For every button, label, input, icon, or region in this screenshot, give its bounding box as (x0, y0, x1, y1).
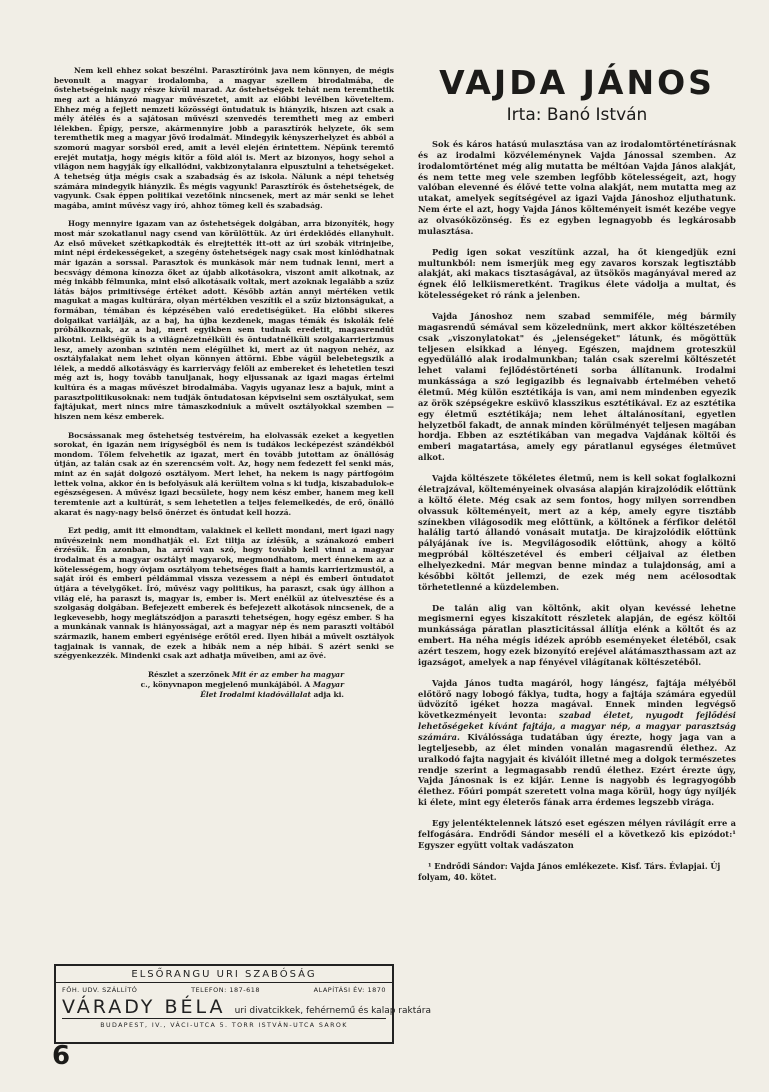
article-byline: Irta: Banó István (506, 105, 648, 125)
ad-headline: ELSŐRANGU URI SZABÓSÁG (56, 966, 392, 983)
right-paragraph-2: Pedig igen sokat veszítünk azzal, ha őt kiengedjük ezni multunkból: nem ismerjük meg egy zavaros korszak legtisztább alakját, aki makacs tisztaságával, az ütsökös magányával mered az égnek élő lelkiismeretként. Tragikus élete vádolja a multat, és kötelességeket ró ránk a jelenben. (418, 246, 736, 301)
left-paragraph-4: Ezt pedig, amit itt elmondtam, valakinek el kellett mondani, mert igazi nagy művészeink nem mondhatják el. Ezt tiltja az ízlésük, a szánakozó emberi érzésük. Én azonban, ha arról van szó, hogy tovább kell vinni a magyar irodalmat és a magyar osztályt magyarok, megmondhatom, mert énnekem az a kötelességem, hogy óvjam osztályom tehetséges fiait a hamis karrierizmustól, a saját írói és emberi példámmal vissza vezessem a népi és emberi öntudatot útjára a tévelygőket. Író, művész vagy politikus, ha paraszt, csak úgy állhon a világ elé, ha paraszt is, magyar is, ember is. Mert enélkül az útelvesztése és a szolgaság dolgában. Befejezett emberek és befejezett alkotások nincsenek, de a legkevesebb, hogy meglátszódjon a paraszti tehetségen, hogy egész ember. S ha a munkának vannak is hiányosságai, azt a magyar nép és nem paraszti voltából származik, hanem emberi egyénisége erőtől ered. Ilyen hibái a művelt osztályok tagjainak is vannak, de ezek a hibák nem a nép hibái. S azért senki se szégyenkezzék. Mindenki csak azt adhatja műveiben, ami az övé. (54, 526, 394, 661)
note-suffix: adja ki. (313, 689, 344, 699)
note-prefix: Részlet a szerzőnek (148, 669, 230, 679)
ad-info-row (56, 983, 392, 994)
note-book-title: Mit ér az ember ha magyar (231, 669, 344, 679)
page-number: 6 (52, 1041, 71, 1071)
right-paragraph-5: De talán alig van költőnk, akit olyan kevéssé lehetne megismerni egyes kiszakított részletek alapján, de egész költői munkássága páratlan plaszticitással állítja elénk a költőt és az embert. Ha néha mégis idézek apróbb eseményeket életéből, csak azért teszem, hogy ezek bizonyító erejével alátámaszthassam azt az igazságot, amelyek a nap fényével világítanak költészetéből. (418, 602, 736, 667)
note-line-2: c., könyvnapon megjelenő munkájából. A (140, 679, 311, 689)
left-paragraph-3: Bocsássanak meg őstehetség testvéreim, ha elolvassák ezeket a kegyetlen sorokat, én igazán nem irígységből és nem is tudákos lecképezést szándékból mondom. Tőlem felvehetik az igazat, mert én tovább jutottam az önállóság útján, az talán csak az én szerencsém volt. Az, hogy nem fedezett fel senki más, mint az én saját dolgozó osztályom. Mert lehet, ha nekem is nagy pártfogóim lettek volna, akkor én is befolyásuk alá kerültem volna s ki tudja, kiszabadulok-e egészségesen. A művész igazi becsülete, hogy nem kész ember, hanem meg kell teremtenie azt a kultúrát, s sem lehetetlen a teljes felemelkedés, de erő, önálló akarat és nagy-nagy belső önérzet és öntudat kell hozzá. (54, 430, 394, 517)
right-paragraph-6-quote: szabad életet, nyugodt fejlődési lehetőségeket kívánt fajtája, a magyar nép, a magyar parasztság számára. (418, 710, 736, 742)
ad-brand: VÁRADY BÉLA (62, 996, 226, 1018)
article-title: VAJDA JÁNOS (439, 63, 715, 102)
note-publisher-part1: Magyar (312, 679, 344, 689)
right-paragraph-6-cont: Kiválóssága tudatában úgy érezte, hogy jaga van a legteljesebb, az élet minden vonalán magasrendű élethez. Az uralkodó fajta nagyjait és kiválóit illetné meg a dolgok természetes rendje szerint a legmagasabb rendű élethez. Ezért érezte úgy, Vajda Jánosnak is ez kijár. Lenne is nagyobb és legragyogóbb élethez. Főúri pompát szeretett volna maga körül, hogy úgy nyíljék ki élete, mint egy életerős fának arra érdemes legszebb virága. (418, 731, 736, 808)
ad-supplier: FŐH. UDV. SZÁLLÍTÓ (62, 986, 138, 994)
right-paragraph-1: Sok és káros hatású mulasztása van az irodalomtörténetírásnak és az irodalmi közvéleménynek Vajda Jánossal szemben. Az irodalomtörténet még alig mutatta be méltóan Vajda János alakját, és nem tette meg vele szemben legfőbb kötelességeit, azt, hogy valóban elevenné és élővé tette volna alakját, nem mutatta meg az utakat, amelyek segítségével az igazi Vajda Jánoshoz eljuthatunk. Nem érte el azt, hogy Vajda János költeményeit ismét kezébe vegye az olvasóközönség. És ez egyben legnagyobb és legkárosabb mulasztása. (418, 139, 736, 236)
right-paragraph-6-text: Vajda János tudta magáról, hogy lángész, fajtája mélyéből előtörő nagy lobogó fáklya, tudta, hogy a fajtája számára egyedül üdvözítő igéket hozza magával. Ennek minden legvégső következményeit levonta: (418, 677, 736, 721)
book-excerpt-note (54, 670, 394, 700)
right-paragraph-7: Egy jelentéktelennek látszó eset egészen mélyen rávilágít erre a felfogására. Endrődi Sándor meséli el a következő kis epizódot:¹ Egyszer együtt voltak vadászaton (418, 817, 736, 850)
right-paragraph-3: Vajda Jánoshoz nem szabad semmiféle, még bármily magasrendű sémával sem közelednünk, mert akkor költészetében csak „viszonylatokat" és „jelenségeket" látunk, és mögöttük teljesen elsikkad a lényeg. Egészen, majdnem groteszkül egyedülálló alak irodalmunkban; talán csak szerelmi költészetét lehet valami fejlődéstörténeti sorba állítanunk. Irodalmi munkássága a szó legigazibb és legnaivabb értelmében vehető életmű. Még külön esztétikája is van, ami nem mindenben egyezik az örök szépségekre esküvő klasszikus esztétikával. Ez az esztétika egy életmű esztétikája; nem lehet általánosítani, egyetlen helyzetből fakadt, de annak minden körülményét teljesen magában hordja. Ebben az esztétikában van megadva Vajdának költői és emberi magatartása, amely egy páratlanul egységes életművet alkot. (418, 311, 736, 463)
ad-brand-row (56, 994, 431, 1018)
left-column (54, 66, 394, 700)
right-paragraph-6 (418, 678, 736, 808)
right-paragraph-4: Vajda költészete tökéletes életmű, nem is kell sokat foglalkozni életrajzával, költeményeinek olvasása alapján kirajzolódik előttünk a költő élete. Még csak az sem fontos, hogy milyen sorrendben olvassuk költeményeit, mert az a kép, amely egyre tisztább színekben világosodik meg előttünk, a költőnek a férfikor delétől halálig tartó állandó vonásait mutatja. De kirajzolódik előttünk pályájának íve is. Megvilágosodik előttünk, ahogy a költő megpróbál költészetével és emberi céljaival az életben elhelyezkedni. Már megvan benne mindaz a tulajdonság, ami a későbbi költőt jellemzi, de ezek még nem acélosodtak törhetetlenné a küzdelemben. (418, 473, 736, 592)
tailor-advertisement (54, 964, 431, 1044)
ad-phone: TELEFON: 187-618 (191, 986, 260, 994)
ad-founded: ALAPÍTÁSI ÉV: 1870 (313, 986, 386, 994)
ad-address: BUDAPEST, IV., VÁCI-UTCA 5. TORR ISTVÁN-UTCA SAROK (62, 1018, 386, 1029)
right-column (418, 63, 736, 883)
footnote: ¹ Endrődi Sándor: Vajda János emlékezete. Kisf. Társ. Évlapjai. Új folyam, 40. kötet. (418, 860, 721, 882)
ad-tagline: uri divatcikkek, fehérnemű és kalap raktára (234, 1006, 431, 1016)
left-paragraph-1: Nem kell ehhez sokat beszélni. Parasztíróink java nem könnyen, de mégis bevonult a magyar irodalomba, a magyar szellem birodalmába, de őstehetségeink nagy része kívül marad. Az őstehetségek tehát nem teremthetik meg azt a hiányzó magyar művészetet, amit az előbbi levélben követeltem. Ehhez még a fejlett nemzeti közösségi öntudatuk is hiányzik, hiszen azt csak a mély átélés és a sajátosan művészi szenvedés teremtheti meg az emberi lélekben. Épígy, persze, akármennyire jobb a parasztírók helyzete, ők sem teremthetik meg a magyar jövő irodalmát. Mindegyik kényszerhelyzet és abból a szomorú magyar sorsból ered, amit a levél elején érintettem. Népünk teremtő erejét mutatja, hogy mégis kitör a föld alól is. Mert az bizonyos, hogy sehol a világon nem hagyják így elkallódni, vakbizonytalanra elpusztulni a tehetségeket. A tehetség útja mégis csak a szabadság és az iskola. Nálunk a népi tehetség számára mindegyik hiányzik. És mégis vagyunk! Parasztírók és őstehetségek, de vagyunk. Csak éppen politikai vezetőink nincsenek, mert az már senki se lehet magába, amint művész vagy író, ahhoz tömeg kell és szabadság. (54, 66, 394, 210)
note-publisher-part2: Élet Irodalmi kiadóvállalat (200, 689, 311, 699)
left-paragraph-2: Hogy mennyire igazam van az őstehetségek dolgában, arra bizonyíték, hogy most már szokatlanul nagy csend van körülöttük. Az úri érdeklődés ellanyhult. Az első műveket szétkapkodták és elrejtették itt-ott az úri szobák vitrinjeibe, mint népi érdekességeket, a szegény őstehetségek nagy csak most kínlódhatnak már igazán a sorssal. Parasztok és munkások már nem tudnak lenni, mert a becsvágy démona kínozza őket az újabb alkotásokra, viszont amit alkotnak, az még inkább félmunka, mint első alkotásaik voltak, mert azoknak legalább a szűz látás bájos primitívsége értéket adott. Később aztán annyi mértéken vetik magukat a magas kultúrára, olyan mértékben veszítik el a szűz biztonságukat, a formában, témában és képzésében való eredetiségüket. Ha előbbi sikeres dolgaikat variálják, az a baj, ha újba kezdenek, magas témák és iskolák felé próbálkoznak, az a baj, mert egyikben sem tudnak eredetit, magasrendűt alkotni. Lelkiségük is a világnézetnélküli és öntudatnélküli szolgakarrierizmus lesz, amely azonban szintén nem elégülhet ki, mert az út nagyon nehéz, az osztályfalakat nem lehet olyan könnyen áttörni. Ebbe vágül belebetegszik a lélek, a meddő alkotásvágy és karriervágy felőli az embereket és lehetetlen teszi még azt is, hogy tovább tanuljanak, hogy eljussanak az igazi magas értelmi kultúra és a magas művészet birodalmába. Vagyis ugyanaz lesz a bajuk, mint a parasztpolitikusoknak: nem tudják öntudatosan képviselni sem osztályukat, sem fajtájukat, mert nincs mire támaszkodniuk a művelt osztályokkal szemben — hiszen nem kész emberek. (54, 219, 394, 421)
